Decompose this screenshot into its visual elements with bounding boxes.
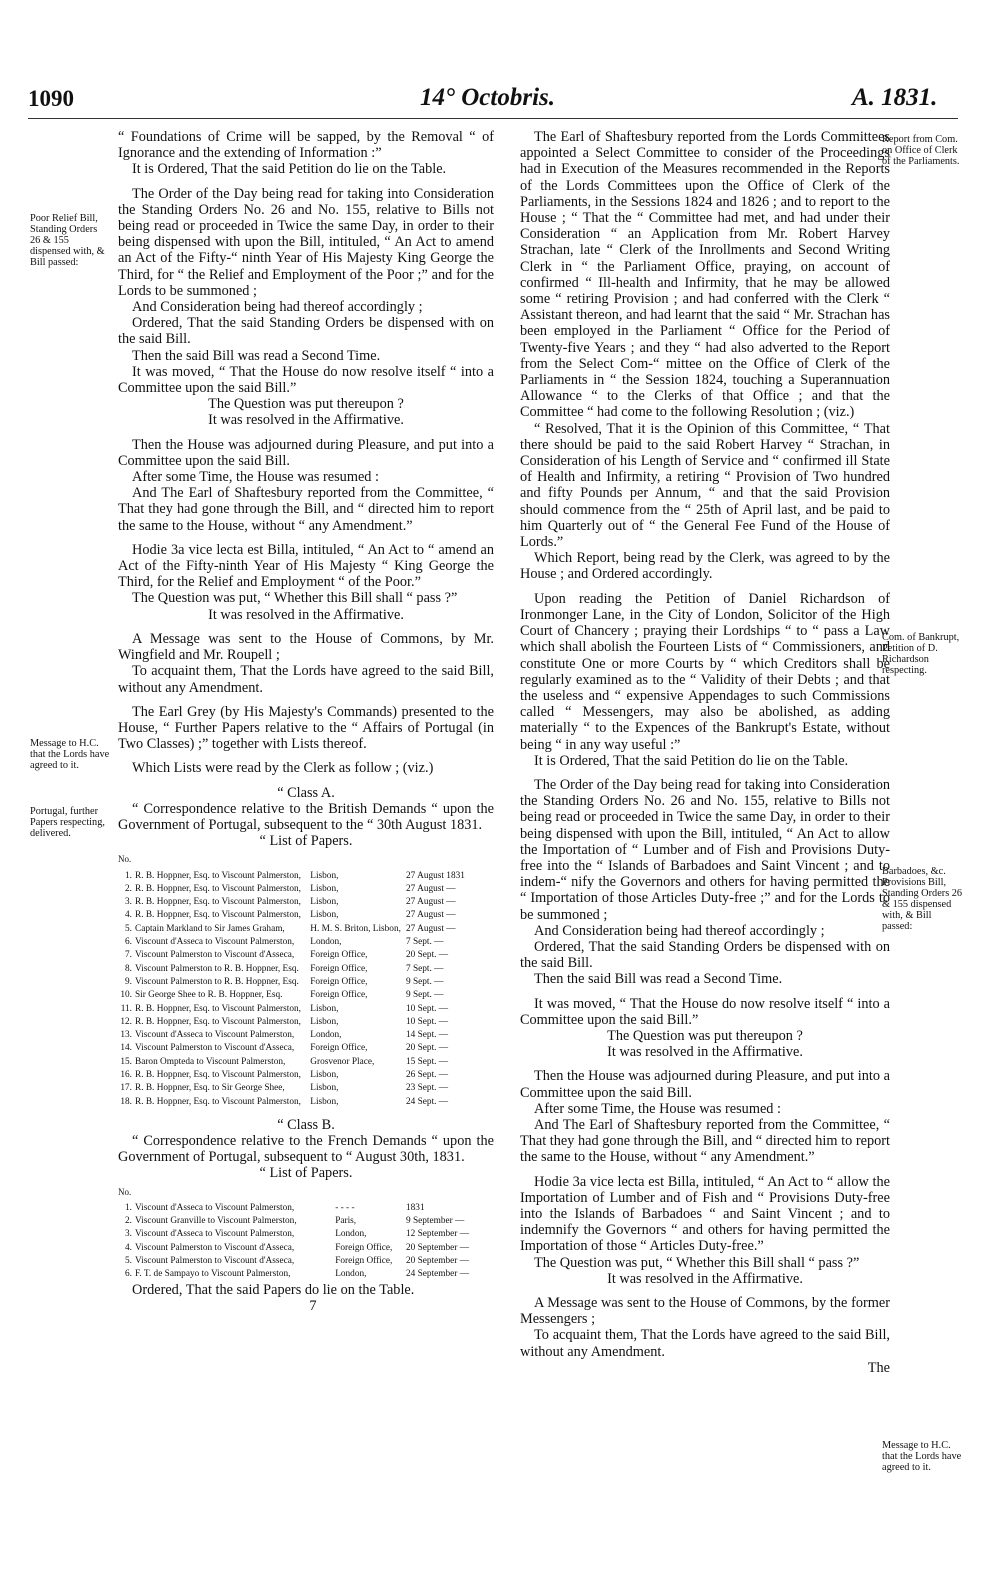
paper-place: Lisbon,: [310, 1069, 339, 1080]
paragraph: “ Foundations of Crime will be sapped, by the Removal “ of Ignorance and the extending of Information :”: [118, 129, 494, 162]
signature-mark: 7: [309, 1297, 317, 1314]
paper-place: Lisbon,: [310, 883, 339, 894]
paper-row: [118, 1029, 494, 1042]
paper-row: [118, 1215, 494, 1228]
paper-row: [118, 1228, 494, 1241]
paragraph: Ordered, That the said Standing Orders be dispensed with on the said Bill.: [118, 315, 494, 348]
paper-number: 1.: [125, 1202, 132, 1213]
paragraph: “ Resolved, That it is the Opinion of this Committee, “ That there should be paid to the said Robert Harvey “ Strachan, in Consideration of his Length of Service and “ confirmed ill State of Health and Infirmity, a retiring “ Provision of Two hundred and fifty Pounds per Annum, “ and that the said Provision should commence from the “ 25th of April last, and be paid to him Quarterly out of “ the General Fee Fund of the House of Lords.”: [520, 420, 890, 551]
paragraph: Which Report, being read by the Clerk, was agreed to by the House ; and Ordered accordingly.: [520, 550, 890, 583]
paragraph: It is Ordered, That the said Petition do lie on the Table.: [534, 752, 849, 769]
paper-number: 18.: [120, 1096, 132, 1107]
paper-title: Viscount Palmerston to R. B. Hoppner, Esq.: [135, 976, 299, 987]
paper-number: 11.: [120, 1003, 132, 1014]
paper-date: 27 August —: [406, 923, 456, 934]
paper-place: London,: [335, 1229, 367, 1240]
margin-note-bankrupt: Com. of Bankrupt, Petition of D. Richardson respecting.: [882, 632, 960, 676]
paper-date: 9 Sept. —: [406, 976, 444, 987]
paper-date: 24 Sept. —: [406, 1096, 449, 1107]
paper-number: 9.: [125, 976, 132, 987]
paper-number: 3.: [125, 1229, 132, 1240]
paper-row: [118, 1255, 494, 1268]
paper-title: Captain Markland to Sir James Graham,: [135, 923, 285, 934]
paper-title: R. B. Hoppner, Esq. to Viscount Palmerston,: [135, 910, 301, 921]
paper-date: 23 Sept. —: [406, 1083, 449, 1094]
paper-title: Viscount d'Asseca to Viscount Palmerston,: [135, 1030, 295, 1041]
paper-place: Foreign Office,: [310, 950, 368, 961]
paper-date: 20 September —: [406, 1242, 469, 1253]
paper-row: [118, 1096, 494, 1109]
paragraph: It is Ordered, That the said Petition do lie on the Table.: [132, 161, 447, 178]
paragraph: To acquaint them, That the Lords have agreed to the said Bill, without any Amendment.: [118, 663, 494, 696]
paper-place: Paris,: [335, 1216, 357, 1227]
paragraph: The Question was put thereupon ?: [208, 396, 404, 413]
paper-place: London,: [310, 937, 342, 948]
paper-row: [118, 1069, 494, 1082]
paper-number: 17.: [120, 1083, 132, 1094]
paper-row: [118, 1202, 494, 1215]
paper-row: [118, 1268, 494, 1281]
margin-note-barbadoes: Barbadoes, &c. Provisions Bill, Standing Orders 26 & 155 dispensed with, & Bill passed:: [882, 866, 963, 932]
paper-row: [118, 909, 494, 922]
paper-title: Viscount d'Asseca to Viscount Palmerston,: [135, 937, 295, 948]
paper-number: 2.: [125, 883, 132, 894]
paragraph: The Question was put thereupon ?: [607, 1027, 803, 1044]
paper-number: 2.: [125, 1216, 132, 1227]
paper-row: [118, 976, 494, 989]
paper-place: Grosvenor Place,: [310, 1056, 375, 1067]
paragraph: Then the House was adjourned during Pleasure, and put into a Committee upon the said Bill.: [520, 1068, 890, 1101]
paper-row: [118, 1016, 494, 1029]
paper-number: 5.: [125, 923, 132, 934]
list-heading: “ List of Papers.: [259, 833, 353, 850]
paper-place: London,: [335, 1269, 367, 1280]
paper-date: 10 Sept. —: [406, 1016, 449, 1027]
paragraph: A Message was sent to the House of Commons, by Mr. Wingfield and Mr. Roupell ;: [118, 630, 494, 664]
page-date: 14° Octobris.: [420, 84, 555, 111]
paper-row: [118, 989, 494, 1002]
paper-date: 9 Sept. —: [406, 990, 444, 1001]
paper-number: 16.: [120, 1069, 132, 1080]
paper-number: 6.: [125, 937, 132, 948]
paper-title: R. B. Hoppner, Esq. to Viscount Palmerston,: [135, 870, 301, 881]
no-label: No.: [118, 854, 132, 865]
paper-title: Viscount Granville to Viscount Palmerston,: [135, 1216, 297, 1227]
paper-title: Viscount d'Asseca to Viscount Palmerston,: [135, 1202, 295, 1213]
class-a-heading: “ Class A.: [277, 784, 335, 801]
paper-place: Lisbon,: [310, 897, 339, 908]
paper-row: [118, 1242, 494, 1255]
catchword: The: [867, 1359, 890, 1376]
paragraph: Ordered, That the said Papers do lie on the Table.: [132, 1281, 415, 1298]
paper-place: Lisbon,: [310, 1016, 339, 1027]
paper-date: 27 August —: [406, 897, 456, 908]
paper-title: Sir George Shee to R. B. Hoppner, Esq.: [135, 990, 283, 1001]
paper-title: Viscount Palmerston to Viscount d'Asseca,: [135, 1043, 295, 1054]
paper-place: Foreign Office,: [310, 963, 368, 974]
paper-place: H. M. S. Briton, Lisbon,: [310, 923, 401, 934]
paper-date: 15 Sept. —: [406, 1056, 449, 1067]
paper-date: 7 Sept. —: [406, 937, 444, 948]
paper-row: [118, 1042, 494, 1055]
paper-title: F. T. de Sampayo to Viscount Palmerston,: [135, 1269, 291, 1280]
paragraph: It was resolved in the Affirmative.: [607, 1044, 803, 1061]
paper-date: 1831: [406, 1202, 425, 1213]
right-column: [520, 129, 890, 1376]
paper-date: 12 September —: [406, 1229, 469, 1240]
paper-title: Viscount d'Asseca to Viscount Palmerston,: [135, 1229, 295, 1240]
paper-number: 5.: [125, 1256, 132, 1267]
paper-place: Foreign Office,: [310, 976, 368, 987]
paper-number: 15.: [120, 1056, 132, 1067]
paragraph: The Order of the Day being read for taking into Consideration the Standing Orders No. 26 and No. 155, relative to Bills not being read or proceeded in Twice the same Day, in order to their being dispensed with upon the Bill, intituled, “ An Act to amend an Act of the Fifty-“ ninth Year of His Majesty King George the Third, for “ the Relief and Employment of the Poor ;” and for the Lords to be summoned ;: [118, 185, 494, 299]
paper-date: 26 Sept. —: [406, 1069, 449, 1080]
paper-date: 20 September —: [406, 1256, 469, 1267]
paragraph: After some Time, the House was resumed :: [132, 469, 379, 486]
paper-title: Viscount Palmerston to Viscount d'Asseca,: [135, 1256, 295, 1267]
paragraph: A Message was sent to the House of Commons, by the former Messengers ;: [520, 1295, 890, 1328]
paragraph: Hodie 3a vice lecta est Billa, intituled, “ An Act to “ amend an Act of the Fifty-ninth Year of His Majesty “ King George the Third, for the Relief and Employment “ of the Poor.”: [118, 541, 494, 591]
paper-number: 3.: [125, 897, 132, 908]
paragraph: And The Earl of Shaftesbury reported from the Committee, “ That they had gone through the Bill, and “ directed him to report the same to the House, without “ any Amendment.”: [520, 1116, 890, 1166]
paragraph: It was resolved in the Affirmative.: [607, 1270, 803, 1287]
paragraph: It was moved, “ That the House do now resolve itself “ into a Committee upon the said Bill.”: [118, 363, 494, 397]
paragraph: Ordered, That the said Standing Orders be dispensed with on the said Bill.: [520, 938, 890, 972]
paragraph: Then the said Bill was read a Second Time.: [534, 971, 783, 988]
paper-number: 7.: [125, 950, 132, 961]
paper-title: R. B. Hoppner, Esq. to Viscount Palmerston,: [135, 1096, 301, 1107]
paper-row: [118, 923, 494, 936]
margin-note-report-clerk: Report from Com. on Office of Clerk of the Parliaments.: [882, 134, 960, 167]
paper-number: 4.: [125, 910, 132, 921]
margin-note-portugal: Portugal, further Papers respecting, delivered.: [30, 806, 105, 839]
page-year: A. 1831.: [852, 84, 938, 111]
paper-number: 12.: [120, 1016, 132, 1027]
paragraph: Hodie 3a vice lecta est Billa, intituled, “ An Act to “ allow the Importation of Lumber and of Fish and “ Provisions Duty-free into the Islands of Barbadoes “ and Saint Vincent ; and to indemnify the Governors “ and others for having permitted the Importation of those “ Articles Duty-free.”: [520, 1173, 890, 1255]
paper-title: Viscount Palmerston to Viscount d'Asseca,: [135, 950, 295, 961]
paragraph: The Earl of Shaftesbury reported from the Lords Committees appointed a Select Committee to consider of the Proceedings had in Execution of the Measures recommended in the Reports of the Lords Committees upon the Office of Clerk of the Parliaments, in the Sessions 1824 and 1826 ; and to report to the House ; “ That the “ Committee had met, and had under their Consideration “ an Application from Mr. Robert Harvey Strachan, late “ Clerk of the Inrollments and Second Writing Clerk in “ the Parliament Office, praying, on account of confirmed “ Ill-health and Infirmity, that he may be allowed some “ retiring Provision ; and had conferred with the Clerk “ Assistant thereon, and had learnt that the said “ Mr. Strachan has been employed in the Parliament “ Office for the Period of Twenty-five Years ; and they “ had also adverted to the Report from the Select Com-“ mittee on the Office of Clerk of the Parliaments in “ the Session 1824, touching a Superannuation Allowance “ to the Clerks of that Office ; and that the Committee “ had come to the following Resolution ; (viz.): [520, 129, 890, 421]
margin-note-poor-relief: Poor Relief Bill, Standing Orders 26 & 155 dispensed with, & Bill passed:: [30, 213, 105, 268]
paper-title: R. B. Hoppner, Esq. to Sir George Shee,: [135, 1083, 285, 1094]
paragraph: And Consideration being had thereof accordingly ;: [132, 299, 423, 316]
paper-title: R. B. Hoppner, Esq. to Viscount Palmerston,: [135, 883, 301, 894]
paper-row: [118, 936, 494, 949]
margin-note-message-2: Message to H.C. that the Lords have agreed to it.: [882, 1440, 962, 1473]
paper-title: Baron Ompteda to Viscount Palmerston,: [135, 1056, 286, 1067]
paper-title: R. B. Hoppner, Esq. to Viscount Palmerston,: [135, 1069, 301, 1080]
paragraph: It was moved, “ That the House do now resolve itself “ into a Committee upon the said Bill.”: [520, 995, 890, 1028]
papers-table-b: [118, 1202, 494, 1282]
paper-number: 14.: [120, 1043, 132, 1054]
left-column: [118, 129, 494, 1314]
paper-date: 7 Sept. —: [406, 963, 444, 974]
paper-date: 20 Sept. —: [406, 1043, 449, 1054]
paper-place: Foreign Office,: [335, 1242, 393, 1253]
paragraph: The Earl Grey (by His Majesty's Commands) presented to the House, “ Further Papers relative to the “ Affairs of Portugal (in Two Classes) ;” together with Lists thereof.: [118, 703, 494, 753]
header-rule: [28, 118, 958, 119]
paper-date: 10 Sept. —: [406, 1003, 449, 1014]
paper-date: 24 September —: [406, 1269, 469, 1280]
class-a-description: “ Correspondence relative to the British Demands “ upon the Government of Portugal, subsequent to the “ 30th August 1831.: [118, 800, 494, 833]
paper-title: R. B. Hoppner, Esq. to Viscount Palmerston,: [135, 1016, 301, 1027]
paper-title: Viscount Palmerston to R. B. Hoppner, Esq.: [135, 963, 299, 974]
paragraph: And The Earl of Shaftesbury reported from the Committee, “ That they had gone through the Bill, and “ directed him to report the same to the House, without “ any Amendment.”: [118, 485, 494, 534]
paper-place: Foreign Office,: [310, 990, 368, 1001]
paragraph: And Consideration being had thereof accordingly ;: [534, 922, 825, 939]
paper-row: [118, 1082, 494, 1095]
paragraph: The Question was put, “ Whether this Bill shall “ pass ?”: [132, 590, 458, 607]
paper-title: Viscount Palmerston to Viscount d'Asseca,: [135, 1242, 295, 1253]
class-b-description: “ Correspondence relative to the French Demands “ upon the Government of Portugal, subsequent to “ August 30th, 1831.: [118, 1133, 494, 1166]
paragraph: Which Lists were read by the Clerk as follow ; (viz.): [132, 760, 434, 777]
paper-date: 27 August —: [406, 910, 456, 921]
paper-row: [118, 896, 494, 909]
paper-date: 27 August —: [406, 883, 456, 894]
paper-row: [118, 949, 494, 962]
paper-date: 27 August 1831: [406, 870, 465, 881]
paper-title: R. B. Hoppner, Esq. to Viscount Palmerston,: [135, 897, 301, 908]
paragraph: Then the said Bill was read a Second Time.: [132, 347, 381, 364]
paragraph: To acquaint them, That the Lords have agreed to the said Bill, without any Amendment.: [520, 1327, 890, 1360]
paper-number: 6.: [125, 1269, 132, 1280]
paper-place: Foreign Office,: [335, 1256, 393, 1267]
paper-date: 9 September —: [406, 1216, 465, 1227]
paper-row: [118, 963, 494, 976]
paper-title: R. B. Hoppner, Esq. to Viscount Palmerston,: [135, 1003, 301, 1014]
paper-number: 10.: [120, 990, 132, 1001]
paragraph: Upon reading the Petition of Daniel Richardson of Ironmonger Lane, in the City of London, Solicitor of the High Court of Chancery ; praying their Lordships “ to “ pass a Law which shall abolish the Fourteen Lists of “ Commissioners, and constitute One or more Courts by “ which Creditors shall be regularly examined as to the “ Validity of their Debts ; and that the useless and “ expensive Appendages to such Commissions called “ Messengers, may also be abolished, as adding materially “ to the Expences of the Bankrupt's Estate, without being “ in any way useful :”: [520, 590, 890, 753]
paper-place: Foreign Office,: [310, 1043, 368, 1054]
papers-table-a: [118, 870, 494, 1109]
paper-number: 8.: [125, 963, 132, 974]
paragraph: After some Time, the House was resumed :: [534, 1100, 781, 1117]
class-b-heading: “ Class B.: [277, 1116, 335, 1133]
list-heading: “ List of Papers.: [259, 1165, 353, 1182]
paper-place: - - - -: [335, 1202, 355, 1213]
paper-row: [118, 870, 494, 883]
paper-row: [118, 883, 494, 896]
paper-number: 13.: [120, 1030, 132, 1041]
paragraph: It was resolved in the Affirmative.: [208, 412, 404, 429]
paragraph: The Question was put, “ Whether this Bill shall “ pass ?”: [534, 1254, 860, 1271]
margin-note-message: Message to H.C. that the Lords have agreed to it.: [30, 738, 110, 771]
paper-place: Lisbon,: [310, 870, 339, 881]
paper-row: [118, 1056, 494, 1069]
paper-number: 1.: [125, 870, 132, 881]
paragraph: The Order of the Day being read for taking into Consideration the Standing Orders No. 26 and No. 155, relative to Bills not being read or proceeded in Twice the same Day, in order to their being dispensed with upon the Bill, intituled, “ An Act to allow the Importation of “ Lumber and of Fish and Provisions Duty-free into the “ Islands of Barbadoes and Saint Vincent ; and to indem-“ nify the Governors and others for having permitted the “ Importation of those Articles Duty-free ;” and for the Lords to be summoned ;: [520, 776, 890, 923]
paper-place: Lisbon,: [310, 1096, 339, 1107]
page-number: 1090: [28, 86, 74, 111]
paper-place: Lisbon,: [310, 1003, 339, 1014]
paper-place: Lisbon,: [310, 1083, 339, 1094]
paper-date: 20 Sept. —: [406, 950, 449, 961]
no-label: No.: [118, 1186, 132, 1197]
paper-number: 4.: [125, 1242, 132, 1253]
paper-row: [118, 1003, 494, 1016]
paragraph: Then the House was adjourned during Pleasure, and put into a Committee upon the said Bill.: [118, 436, 494, 469]
paper-place: London,: [310, 1030, 342, 1041]
paper-date: 14 Sept. —: [406, 1030, 449, 1041]
paragraph: It was resolved in the Affirmative.: [208, 606, 404, 623]
paper-place: Lisbon,: [310, 910, 339, 921]
